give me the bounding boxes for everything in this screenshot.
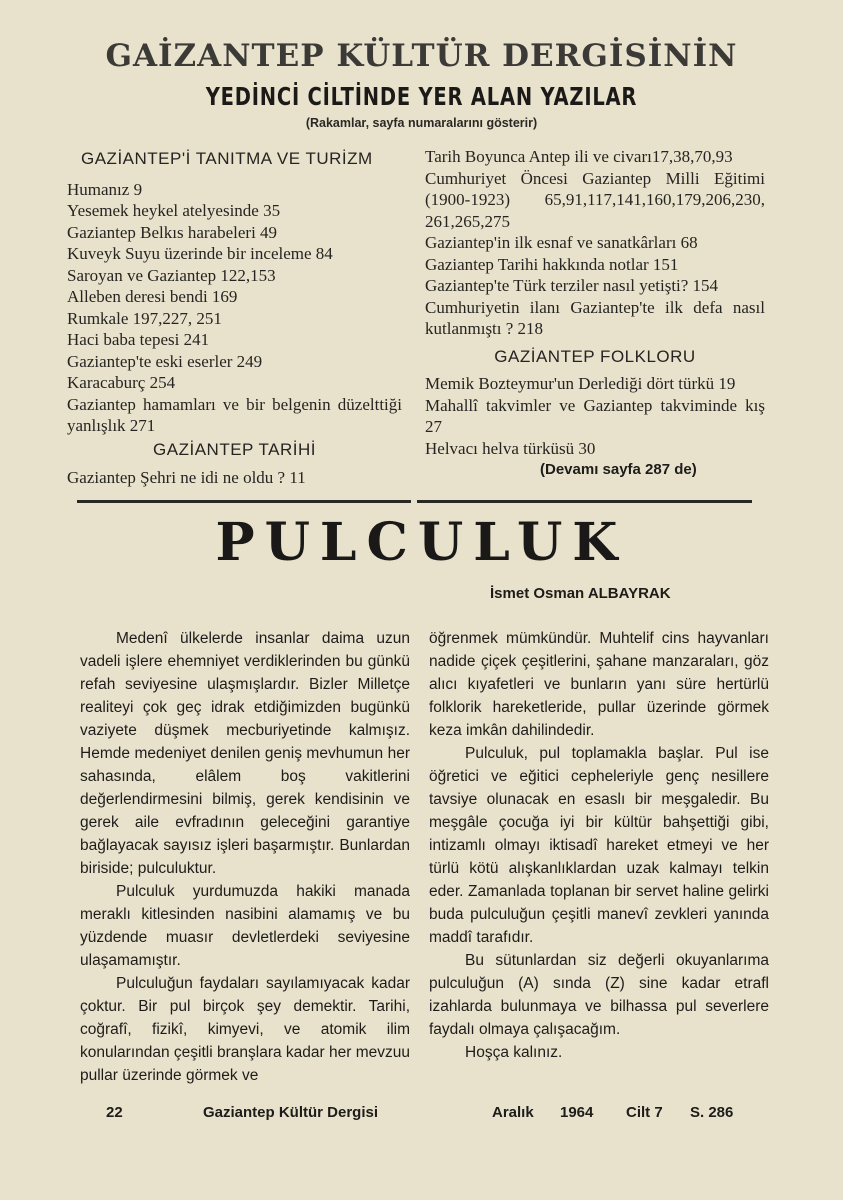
index-entry: Helvacı helva türküsü 30: [425, 438, 596, 458]
article-paragraph: Bu sütunlardan siz değerli okuyanlarıma pulculuğun (A) sında (Z) sine kadar etrafl izahlarda bulunmaya ve bilhassa pul severlere faydalı olmaya çalışacağım.: [429, 952, 769, 1038]
index-entry: Gaziantep'in ilk esnaf ve sanatkârları 68: [425, 233, 698, 252]
article-paragraph: Medenî ülkelerde insanlar daima uzun vadeli işlere ehemniyet verdiklerinden bu günkü refah seviyesine ulaşmışlardır. Bizler Milletçe realiteyi çok geç idrak etdiğimizden bugünkü vaziyete düşmek mecburiyetinde kalmışız. Hemde medeniyet denilen geniş mevhumun her sahasında, elâlem boş vakitlerini değerlendirmesini bilmiş, gerek kendisinin ve gerek aile evfradının geleceğini garantiye bağlayacak sayısız işleri başarmıştır. Bunlardan biriside; pulculuktur.: [80, 630, 410, 877]
index-note: (Rakamlar, sayfa numaralarını gösterir): [305, 116, 538, 130]
divider-rule-right: [417, 500, 752, 503]
index-entry: Memik Bozteymur'un Derlediği dört türkü 19: [425, 374, 736, 393]
index-entry: Gaziantep Belkıs harabeleri 49: [67, 222, 278, 242]
index-left-column: [67, 146, 402, 489]
index-subtitle: YEDİNCİ CİLTİNDE YER ALAN YAZILAR: [205, 82, 638, 111]
index-entry: Haci baba tepesi 241: [67, 330, 210, 349]
index-entry: Gaziantep Tarihi hakkında notlar 151: [425, 254, 679, 274]
index-entry: Rumkale 197,227, 251: [67, 308, 222, 328]
divider-rule-left: [77, 500, 411, 503]
article-paragraph: Pulculuk, pul toplamakla başlar. Pul ise öğretici ve eğitici cepheleriyle genç nesillere tavsiye olunacak en esaslı bir meşgaledir. Bu meşgâle çocuğa iyi bir kültür bahşettiği gibi, intizamlı olmayı iktisadî hareket etmeyi ve her türlü kötü alışkanlıklardan uzak kalmayı telkin eder. Zamanlada toplanan bir servet haline gelirki buda pulculuğun çeşitli manevî zevkleri yanında maddî tarafıdır.: [429, 745, 769, 946]
index-entry: Humanız 9: [67, 179, 143, 199]
issue-year: 1964: [560, 1104, 594, 1121]
article-paragraph: öğrenmek mümkündür. Muhtelif cins hayvanları nadide çiçek çeşitlerini, şahane manzaraları, göz alıcı kıyafetleri ve bunların yanı süre hertürlü folklorik hareketleride, pullar üzerinde görmek keza imkân dahilindedir.: [429, 630, 769, 739]
index-entry: Kuveyk Suyu üzerinde bir inceleme 84: [67, 244, 333, 263]
index-entry: Tarih Boyunca Antep ili ve civarı17,38,70,93: [425, 147, 733, 166]
index-entry: Gaziantep'te eski eserler 249: [67, 351, 263, 371]
article-paragraph: Pulculuk yurdumuzda hakiki manada meraklı kitlesinden nasibini alamamış ve bu yüzdende muasır devletlerdeki seviyesine ulaşamamıştır.: [80, 883, 410, 969]
article-paragraph: Hoşça kalınız.: [465, 1044, 563, 1061]
index-entry: Cumhuriyet Öncesi Gaziantep Milli Eğitimi (1900-1923) 65,91,117,141,160,179,206,230, 261,265,275: [425, 168, 765, 231]
index-entry: Saroyan ve Gaziantep 122,153: [67, 265, 276, 285]
volume-number: Cilt 7: [626, 1104, 663, 1121]
index-entry: Cumhuriyetin ilanı Gaziantep'te ilk defa nasıl kutlanmıştı ? 218: [425, 297, 765, 338]
index-entry: Alleben deresi bendi 169: [67, 287, 238, 306]
page-number: 22: [106, 1104, 123, 1121]
index-title: GAİZANTEP KÜLTÜR DERGİSİNİN: [105, 38, 738, 74]
index-right-column: [425, 146, 765, 459]
index-entry: Yesemek heykel atelyesinde 35: [67, 201, 281, 220]
index-entry: Mahallî takvimler ve Gaziantep takviminde kış 27: [425, 395, 765, 436]
issue-month: Aralık: [492, 1104, 534, 1121]
article-title: PULCULUK: [215, 512, 628, 573]
section-heading-history: GAZİANTEP TARİHİ: [153, 439, 316, 459]
article-author: İsmet Osman ALBAYRAK: [490, 585, 671, 602]
article-paragraph: Pulculuğun faydaları sayılamıyacak kadar çoktur. Bir pul birçok şey demektir. Tarihi, coğrafî, fizikî, kimyevi, ve atomik ilim konularından çeşitli branşlara kadar her mevzuu pullar üzerinde görmek ve: [80, 975, 410, 1084]
section-heading-tourism: GAZİANTEP'İ TANITMA VE TURİZM: [81, 149, 373, 168]
section-heading-folklore: GAZİANTEP FOLKLORU: [494, 346, 696, 366]
article-right-column: [429, 627, 769, 1064]
index-entry: Gaziantep hamamları ve bir belgenin düzelttiği yanlışlık 271: [67, 394, 402, 435]
index-entry: Gaziantep'te Türk terziler nasıl yetişti? 154: [425, 276, 719, 295]
article-left-column: [80, 627, 410, 1087]
index-entry: Gaziantep Şehri ne idi ne oldu ? 11: [67, 468, 306, 487]
issue-number: S. 286: [690, 1104, 734, 1121]
magazine-name: Gaziantep Kültür Dergisi: [203, 1104, 379, 1121]
index-entry: Karacaburç 254: [67, 373, 176, 392]
continued-note: (Devamı sayfa 287 de): [540, 461, 697, 478]
